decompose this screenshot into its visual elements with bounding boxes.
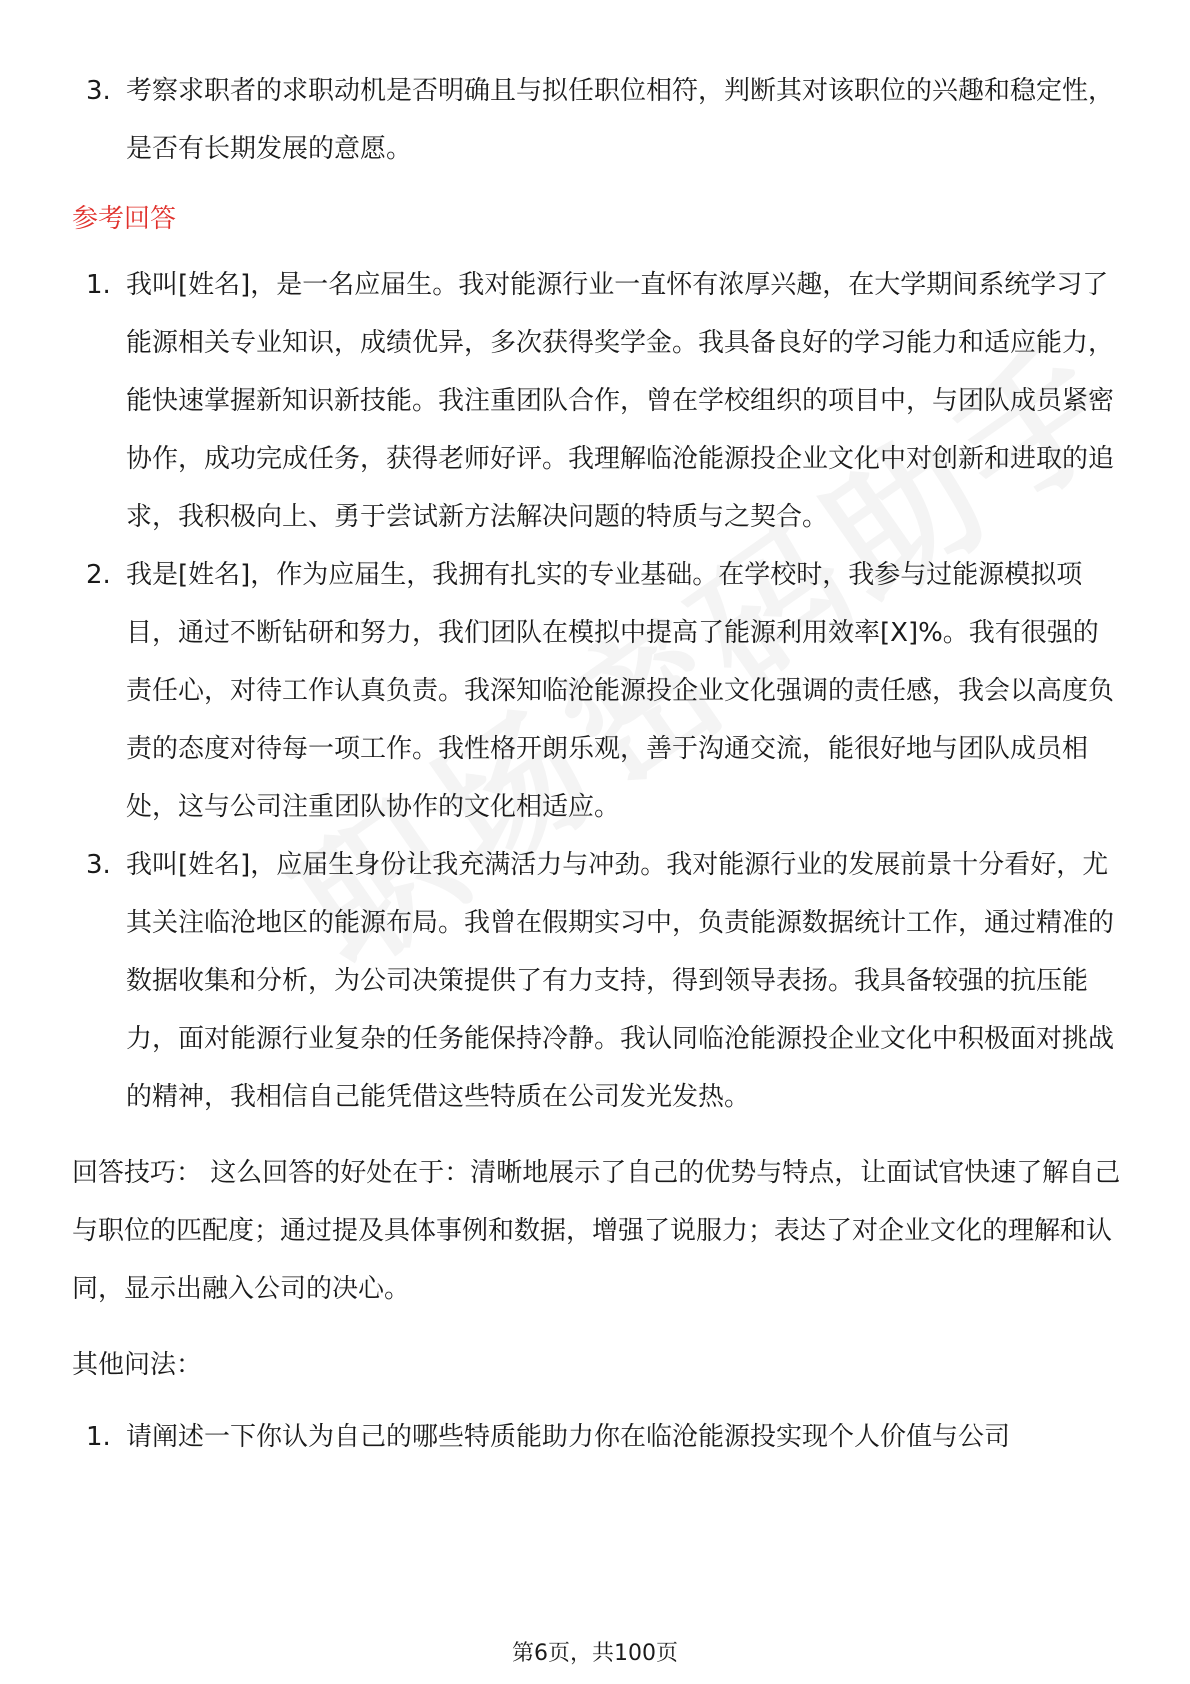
list-text: 我叫[姓名]，是一名应届生。我对能源行业一直怀有浓厚兴趣，在大学期间系统学习了能源相关专业知识，成绩优异，多次获得奖学金。我具备良好的学习能力和适应能力，能快速掌握新知识新技能。我注重团队合作，曾在学校组织的项目中，与团队成员紧密协作，成功完成任务，获得老师好评。我理解临沧能源投企业文化中对创新和进取的追求，我积极向上、勇于尝试新方法解决问题的特质与之契合。 (126, 270, 1115, 532)
list-text: 考察求职者的求职动机是否明确且与拟任职位相符，判断其对该职位的兴趣和稳定性，是否有长期发展的意愿。 (126, 76, 1115, 164)
list-number: 1. (86, 1422, 111, 1452)
page-content (72, 62, 1122, 1466)
question-list (72, 62, 1122, 178)
list-item (72, 1408, 1122, 1466)
other-questions-heading: 其他问法： (72, 1350, 203, 1380)
reference-answer-list (72, 256, 1122, 1126)
other-questions-list (72, 1408, 1122, 1466)
list-number: 1. (86, 270, 111, 300)
list-number: 2. (86, 560, 111, 590)
page-footer: 第6页，共100页 (512, 1641, 678, 1666)
list-number: 3. (86, 850, 111, 880)
reference-answer-heading: 参考回答 (72, 204, 177, 234)
list-item (72, 546, 1122, 836)
list-item (72, 256, 1122, 546)
list-text: 我叫[姓名]，应届生身份让我充满活力与冲劲。我对能源行业的发展前景十分看好，尤其关注临沧地区的能源布局。我曾在假期实习中，负责能源数据统计工作，通过精准的数据收集和分析，为公司决策提供了有力支持，得到领导表扬。我具备较强的抗压能力，面对能源行业复杂的任务能保持冷静。我认同临沧能源投企业文化中积极面对挑战的精神，我相信自己能凭借这些特质在公司发光发热。 (126, 850, 1115, 1112)
list-item (72, 836, 1122, 1126)
list-number: 3. (86, 76, 111, 106)
list-text: 我是[姓名]，作为应届生，我拥有扎实的专业基础。在学校时，我参与过能源模拟项目，通过不断钻研和努力，我们团队在模拟中提高了能源利用效率[X]%。我有很强的责任心，对待工作认真负责。我深知临沧能源投企业文化强调的责任感，我会以高度负责的态度对待每一项工作。我性格开朗乐观，善于沟通交流，能很好地与团队成员相处，这与公司注重团队协作的文化相适应。 (126, 560, 1115, 822)
list-text: 请阐述一下你认为自己的哪些特质能助力你在临沧能源投实现个人价值与公司 (126, 1422, 1011, 1452)
answer-tips: 回答技巧： 这么回答的好处在于：清晰地展示了自己的优势与特点，让面试官快速了解自己与职位的匹配度；通过提及具体事例和数据，增强了说服力；表达了对企业文化的理解和认同，显示出融入公司的决心。 (72, 1158, 1121, 1304)
list-item (72, 62, 1122, 178)
